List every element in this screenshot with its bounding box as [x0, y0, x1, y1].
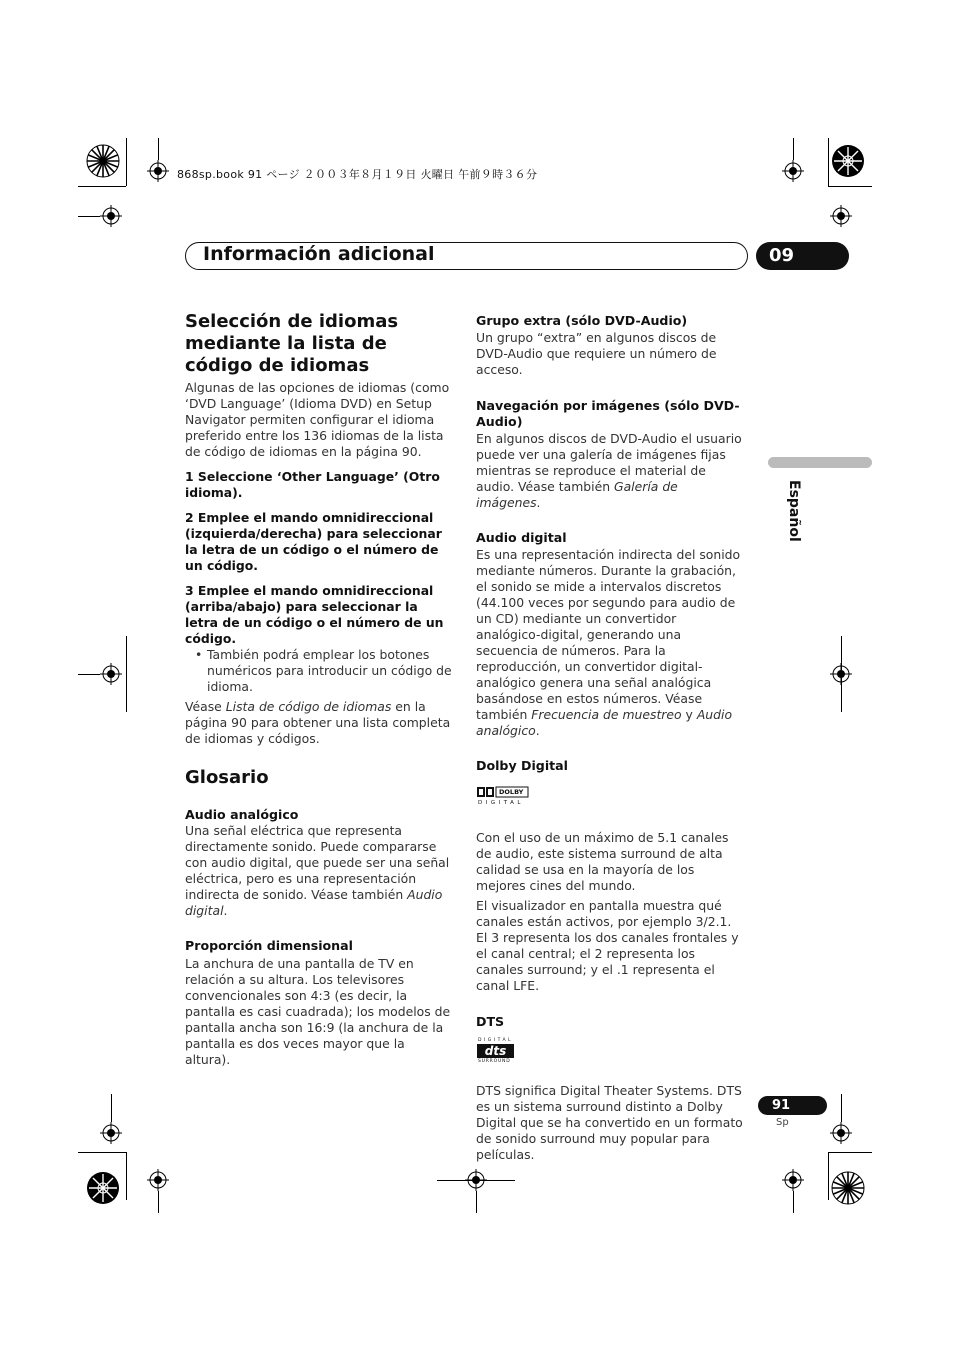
crop-line — [828, 1152, 872, 1153]
step-2: 2 Emplee el mando omnidireccional (izquierda/derecha) para seleccionar la letra de un código o el número de un código. — [185, 510, 442, 573]
crop-line — [158, 1191, 159, 1213]
crop-line — [841, 1094, 842, 1122]
starburst-mark-icon — [831, 144, 865, 178]
registration-mark-icon — [100, 1122, 122, 1144]
bullet-item: • También podrá emplear los botones numéricos para introducir un código de idioma. — [195, 647, 452, 694]
dts-logo-bottom: SURROUND — [478, 1059, 511, 1064]
crop-line — [828, 138, 829, 186]
see-also-paragraph — [185, 699, 453, 747]
dolby-logo-word: DOLBY — [499, 788, 524, 796]
term-aspect-ratio: Proporción dimensional — [185, 938, 353, 953]
definition-dts: DTS significa Digital Theater Systems. DTS es un sistema surround distinto a Dolby Digital que se ha convertido en un formato de sonido surround muy popular para películas. — [476, 1083, 743, 1162]
dts-logo — [476, 1038, 516, 1068]
crop-line — [437, 1180, 515, 1181]
term-image-navigation: Navegación por imágenes (sólo DVD-Audio) — [476, 398, 740, 429]
registration-mark-icon — [100, 663, 122, 685]
crop-line — [828, 186, 872, 187]
definition-end: . — [536, 495, 541, 510]
definition-text: Es una representación indirecta del sonido mediante números. Durante la grabación, el sonido se mide a intervalos discretos (44.100 veces por segundo para audio de un CD) mediante un convertidor analógico-digital, generando una secuencia de números. Para la reproducción, un convertidor digital-analógico genera una señal analógica basándose en estos números. Véase también — [476, 547, 741, 722]
page-language-code: Sp — [776, 1117, 789, 1128]
crop-line — [158, 138, 159, 160]
crop-line — [78, 674, 100, 675]
right-column — [476, 313, 744, 1163]
definition-ref: Audio analógico — [476, 707, 733, 738]
crop-line — [78, 186, 126, 187]
step-3: 3 Emplee el mando omnidireccional (arriba/abajo) para seleccionar la letra de un código o el número de un código. — [185, 583, 444, 646]
language-label: Español — [786, 480, 802, 542]
term-audio-analog: Audio analógico — [185, 807, 299, 822]
registration-mark-icon — [830, 205, 852, 227]
registration-mark-icon — [830, 1122, 852, 1144]
crop-line — [793, 138, 794, 160]
see-also-ref: Lista de código de idiomas — [225, 699, 392, 714]
starburst-mark-icon — [86, 144, 120, 178]
crop-line — [841, 636, 842, 712]
left-column — [185, 311, 453, 1068]
language-tab-bar — [768, 457, 872, 468]
crop-line — [476, 1191, 477, 1213]
definition-text: Una señal eléctrica que representa directamente sonido. Puede compararse con audio digital, que puede ser una señal eléctrica, pero es una representación indirecta de sonido. Véase también — [185, 823, 450, 902]
definition-image-navigation — [476, 431, 744, 511]
registration-mark-icon — [782, 160, 804, 182]
definition-dolby-2: El visualizador en pantalla muestra qué canales están activos, por ejemplo 3/2.1. El 3 representa los dos canales frontales y el canal central; el 2 representa los canales surround; y el .1 representa el canal LFE. — [476, 898, 739, 993]
chapter-number: 09 — [756, 242, 849, 270]
crop-line — [126, 636, 127, 712]
see-also-pre: Véase — [185, 699, 226, 714]
definition-ref: Frecuencia de muestreo — [531, 707, 682, 722]
dolby-logo — [476, 786, 744, 824]
registration-mark-icon — [100, 205, 122, 227]
crop-line — [111, 1094, 112, 1122]
page-title: Información adicional — [203, 243, 435, 265]
crop-line — [78, 1152, 126, 1153]
crop-line — [126, 138, 127, 186]
definition-dolby-1: Con el uso de un máximo de 5.1 canales de audio, este sistema surround de alta calidad se usa en la mayoría de los mejores cines del mundo. — [476, 830, 729, 893]
starburst-mark-icon — [831, 1171, 865, 1205]
definition-mid: y — [681, 707, 697, 722]
book-meta: 868sp.book 91 ページ ２００３年８月１９日 火曜日 午前９時３６分 — [177, 168, 538, 181]
definition-end: . — [223, 903, 228, 918]
term-audio-digital: Audio digital — [476, 530, 567, 545]
glossary-title: Glosario — [185, 767, 269, 788]
definition-ref: Audio digital — [185, 887, 443, 918]
term-dts: DTS — [476, 1014, 505, 1029]
dts-logo-top: DIGITAL — [478, 1038, 514, 1043]
crop-line — [126, 1152, 127, 1200]
step-1: 1 Seleccione ‘Other Language’ (Otro idioma). — [185, 469, 440, 500]
crop-line — [793, 1191, 794, 1213]
definition-audio-analog — [185, 823, 453, 919]
see-also-post: en la página 90 para obtener una lista completa de idiomas y códigos. — [185, 699, 451, 746]
term-dolby-digital: Dolby Digital — [476, 758, 568, 773]
registration-mark-icon — [782, 1169, 804, 1191]
page-number: 91 — [758, 1096, 827, 1115]
registration-mark-icon — [147, 1169, 169, 1191]
definition-extra-group: Un grupo “extra” en algunos discos de DVD-Audio que requiere un número de acceso. — [476, 330, 717, 377]
definition-audio-digital — [476, 547, 744, 739]
crop-line — [828, 1152, 829, 1200]
starburst-mark-icon — [86, 1171, 120, 1205]
definition-ref: Galería de imágenes — [476, 479, 678, 510]
definition-aspect-ratio: La anchura de una pantalla de TV en relación a su altura. Los televisores convencionales son 4:3 (es decir, la pantalla es casi cuadrada); los modelos de pantalla ancha son 16:9 (la anchura de la pantalla es dos veces mayor que la altura). — [185, 956, 451, 1067]
term-extra-group: Grupo extra (sólo DVD-Audio) — [476, 313, 688, 328]
definition-text: En algunos discos de DVD-Audio el usuario puede ver una galería de imágenes fijas mientras se reproduce el material de audio. Véase también — [476, 431, 742, 494]
intro-paragraph: Algunas de las opciones de idiomas (como ‘DVD Language’ (Idioma DVD) en Setup Navigator permiten configurar el idioma preferido entre los 136 idiomas de la lista de código de idiomas en la página 90. — [185, 380, 450, 459]
section-title: Selección de idiomas mediante la lista de código de idiomas — [185, 311, 399, 376]
dolby-logo-sub: DIGITAL — [478, 800, 525, 806]
definition-end: . — [535, 723, 540, 738]
dts-logo-mark: dts — [477, 1044, 514, 1058]
registration-mark-icon — [147, 160, 169, 182]
bullet-text: También podrá emplear los botones numéricos para introducir un código de idioma. — [207, 647, 452, 694]
crop-line — [78, 216, 100, 217]
